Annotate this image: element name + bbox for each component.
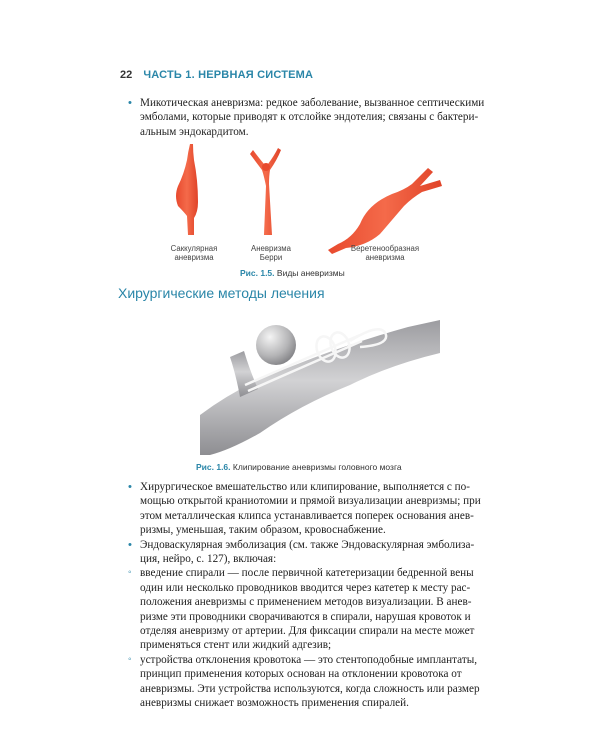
section-title: Хирургические методы лечения [118,285,325,301]
label-fusiform: Веретенообразная аневризма [350,244,420,262]
fusiform-aneurysm-drawing [328,168,442,254]
page-number: 22 [120,69,133,81]
figure-1-5-caption: Рис. 1.5. Виды аневризмы [240,268,345,278]
bullet-endovascular: • Эндоваскулярная эмболизация (см. также Эндоваскулярная эмболиза- ция, нейро, с. 127), включая: [128,538,493,567]
subbullet-coiling: ◦ введение спирали — после первичной катетеризации бедренной вены один или несколько проводников вводится через катетер к месту рас- положения аневризмы с применением методов визуализации. В анев- ризме эти проводники сворачиваются в спирали, нарушая кровоток и отделяя аневризму от артерии. Для фиксации спирали на месте может применяться стент или жидкий адгезив; [128,566,493,652]
aneurysm-sac [256,325,296,365]
aneurysm-clipping-figure [200,305,440,455]
body-bullet-list [128,480,493,711]
page-header [120,69,313,81]
aneurysm-types-figure [160,140,450,255]
bullet-mycotic-aneurysm: • Микотическая аневризма: редкое заболевание, вызванное септическими эмболами, которые приводят к отслойке эндотелия; связаны с бактери- альным эндокардитом. [128,96,493,139]
bullet-clipping: • Хирургическое вмешательство или клипирование, выполняется с по- мощью открытой краниотомии и прямой визуализации аневризмы; при этом металлическая клипса устанавливается поперек основания анев- ризмы, уменьшая, таким образом, кровоснабжение. [128,480,493,538]
subbullet-flow-diverters: ◦ устройства отклонения кровотока — это стентоподобные имплантаты, принцип применения которых основан на отклонении кровотока от аневризмы. Эти устройства используются, когда сложность или размер аневризмы снижает возможность применения спиралей. [128,653,493,711]
berry-aneurysm-drawing [250,148,281,235]
label-saccular: Саккулярная аневризма [170,244,218,262]
saccular-aneurysm-drawing [176,144,198,235]
artery-vessel [200,320,440,455]
chapter-title: ЧАСТЬ 1. НЕРВНАЯ СИСТЕМА [143,69,314,81]
label-berry: Аневризма Берри [251,244,291,262]
intro-bullet-list [128,96,493,139]
figure-1-6-caption: Рис. 1.6. Клипирование аневризмы головного мозга [196,462,402,472]
